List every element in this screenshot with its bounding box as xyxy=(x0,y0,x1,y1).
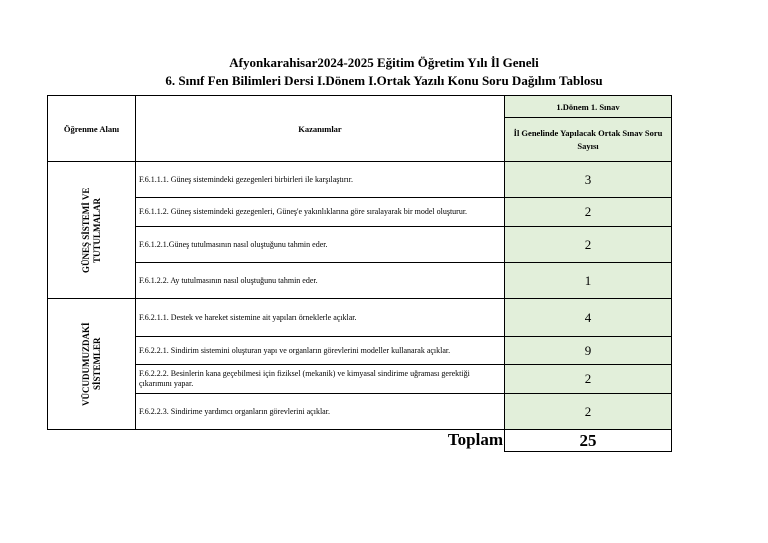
document-title: Afyonkarahisar2024-2025 Eğitim Öğretim Yılı İl Geneli xyxy=(229,55,539,70)
kazanim-row: F.6.2.2.3. Sindirime yardımcı organların görevlerini açıklar. xyxy=(135,393,505,430)
question-count: 2 xyxy=(504,364,672,394)
area-gunes-sistemi xyxy=(47,161,136,299)
total-value: 25 xyxy=(504,429,672,452)
question-count: 9 xyxy=(504,336,672,365)
header-kazanimlar: Kazanımlar xyxy=(135,95,505,162)
kazanim-row: F.6.1.2.2. Ay tutulmasının nasıl oluştuğunu tahmin eder. xyxy=(135,262,505,299)
area-label: GÜNEŞ SİSTEMİ VE TUTULMALAR xyxy=(80,187,102,273)
document-subtitle: 6. Sınıf Fen Bilimleri Dersi I.Dönem I.Ortak Yazılı Konu Soru Dağılım Tablosu xyxy=(165,73,603,88)
kazanim-row: F.6.1.1.1. Güneş sistemindeki gezegenleri birbirleri ile karşılaştırır. xyxy=(135,161,505,198)
question-count: 2 xyxy=(504,393,672,430)
question-count: 2 xyxy=(504,226,672,263)
kazanim-row: F.6.2.1.1. Destek ve hareket sistemine ait yapıları örneklerle açıklar. xyxy=(135,298,505,337)
area-vucudumuzdaki xyxy=(47,298,136,430)
header-question-count: İl Genelinde Yapılacak Ortak Sınav Soru Sayısı xyxy=(504,117,672,162)
question-count: 4 xyxy=(504,298,672,337)
kazanim-row: F.6.2.2.2. Besinlerin kana geçebilmesi için fiziksel (mekanik) ve kimyasal sindirime uğraması gerektiği çıkarımını yapar. xyxy=(135,364,505,394)
question-count: 3 xyxy=(504,161,672,198)
area-label: VÜCUDUMUZDAKİ SİSTEMLER xyxy=(80,322,102,406)
total-label: Toplam xyxy=(447,430,503,449)
kazanim-row: F.6.2.2.1. Sindirim sistemini oluşturan yapı ve organların görevlerini modeller kullanarak açıklar. xyxy=(135,336,505,365)
question-count: 1 xyxy=(504,262,672,299)
kazanim-row: F.6.1.2.1.Güneş tutulmasının nasıl oluştuğunu tahmin eder. xyxy=(135,226,505,263)
question-count: 2 xyxy=(504,197,672,227)
header-area: Öğrenme Alanı xyxy=(47,95,136,162)
header-exam: 1.Dönem 1. Sınav xyxy=(504,95,672,118)
kazanim-row: F.6.1.1.2. Güneş sistemindeki gezegenleri, Güneş'e yakınlıklarına göre sıralayarak bir model oluşturur. xyxy=(135,197,505,227)
